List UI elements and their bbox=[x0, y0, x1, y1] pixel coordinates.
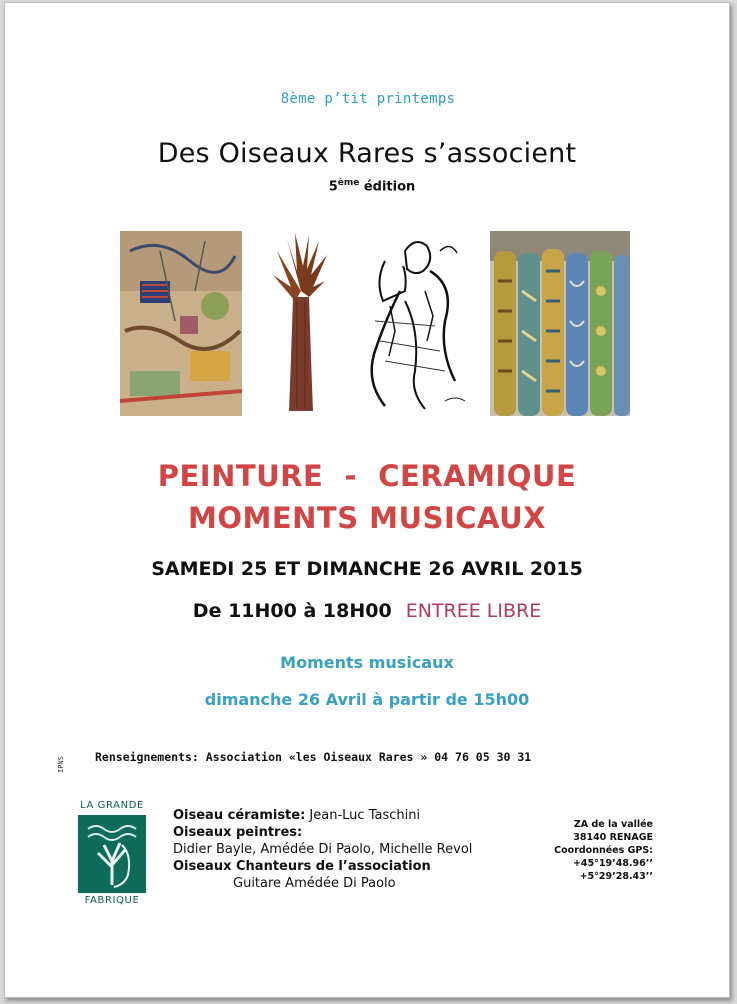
ceramist-label: Oiseau céramiste: bbox=[173, 808, 306, 823]
free-entry-label: ENTREE LIBRE bbox=[405, 600, 542, 622]
artwork-ceramic-columns bbox=[490, 231, 630, 416]
address-line-2: 38140 RENAGE bbox=[573, 832, 653, 843]
ipns-mark: IPNS bbox=[57, 756, 65, 773]
edition-word: édition bbox=[359, 179, 416, 195]
edition-tag: 8ème p’tit printemps bbox=[280, 91, 456, 107]
logo-emblem-icon bbox=[78, 815, 146, 893]
venue-address bbox=[523, 818, 653, 883]
edition-superscript: ème bbox=[337, 178, 360, 188]
edition-subtitle bbox=[5, 178, 729, 194]
opening-hours: De 11H00 à 18H00 bbox=[192, 600, 392, 622]
music-time: dimanche 26 Avril à partir de 15h00 bbox=[204, 690, 530, 709]
artist-credits bbox=[173, 807, 472, 892]
event-dates: SAMEDI 25 ET DIMANCHE 26 AVRIL 2015 bbox=[151, 558, 583, 580]
artwork-abstract-painting bbox=[120, 231, 242, 416]
artwork-ceramic-tree bbox=[267, 231, 335, 416]
credits-ceramist-row bbox=[173, 807, 472, 824]
address-line-3: Coordonnées GPS: bbox=[554, 845, 653, 856]
disciplines-line-2: MOMENTS MUSICAUX bbox=[187, 501, 547, 535]
address-line-5: +5°29’28.43’’ bbox=[579, 871, 653, 882]
contact-info: Renseignements: Association «les Oiseaux Rares » 04 76 05 30 31 bbox=[95, 750, 532, 764]
guitar-credit: Guitare Amédée Di Paolo bbox=[233, 876, 396, 891]
address-line-4: +45°19’48.96’’ bbox=[572, 858, 653, 869]
la-grande-fabrique-logo bbox=[69, 800, 155, 910]
edition-number: 5 bbox=[328, 179, 338, 195]
ceramist-name: Jean-Luc Taschini bbox=[305, 808, 421, 823]
painters-names: Didier Bayle, Amédée Di Paolo, Michelle Revol bbox=[173, 842, 473, 857]
logo-text-bottom: FABRIQUE bbox=[84, 895, 140, 906]
hours-line bbox=[5, 600, 729, 622]
artwork-ink-drawing bbox=[345, 231, 480, 416]
music-heading: Moments musicaux bbox=[280, 653, 454, 672]
singers-label: Oiseaux Chanteurs de l’association bbox=[173, 859, 431, 874]
address-line-1: ZA de la vallée bbox=[573, 819, 653, 830]
painters-label: Oiseaux peintres: bbox=[173, 825, 303, 840]
disciplines-line-1: PEINTURE - CERAMIQUE bbox=[157, 459, 577, 493]
poster-title: Des Oiseaux Rares s’associent bbox=[157, 138, 577, 169]
event-poster bbox=[4, 2, 730, 998]
logo-text-top: LA GRANDE bbox=[80, 800, 144, 811]
